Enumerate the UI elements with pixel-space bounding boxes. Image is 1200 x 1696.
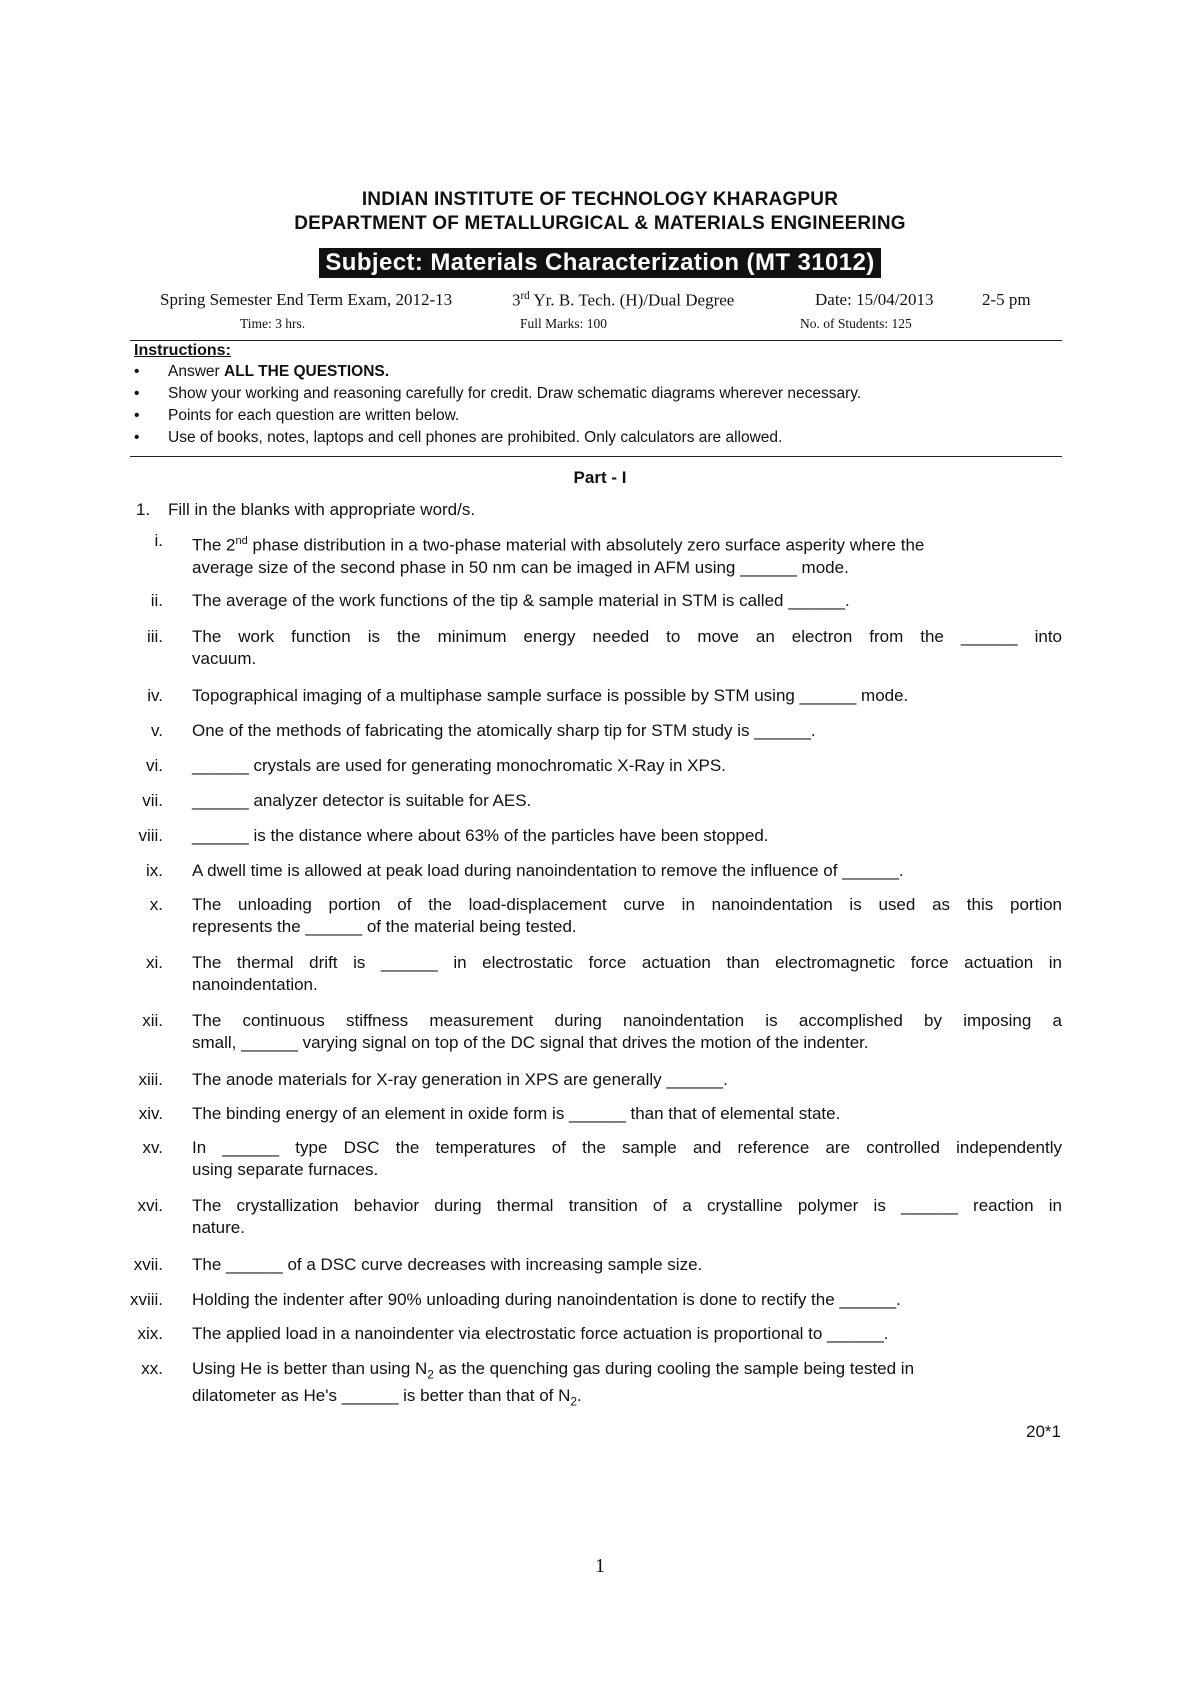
item-numeral: iv. [147, 686, 163, 705]
page-number: 1 [595, 1555, 605, 1577]
exam-time-slot: 2-5 pm [982, 290, 1031, 309]
item-numeral: xx. [141, 1359, 163, 1378]
exam-duration: Time: 3 hrs. [240, 316, 306, 331]
item-line: The applied load in a nanoindenter via electrostatic force actuation is proportional to ______. [192, 1324, 889, 1343]
item-line: The anode materials for X-ray generation in XPS are generally ______. [192, 1070, 728, 1089]
year-suffix: rd [520, 290, 530, 302]
subscript: 2 [427, 1367, 434, 1382]
header-divider [130, 340, 1062, 341]
item-line: The work function is the minimum energy needed to move an electron from the ______ into [192, 627, 1062, 646]
item-text: phase distribution in a two-phase material with absolutely zero surface asperity where the [247, 535, 925, 555]
item-numeral: x. [149, 895, 163, 914]
instruction-text: Use of books, notes, laptops and cell phones are prohibited. Only calculators are allowed. [168, 429, 783, 446]
instruction-item [134, 407, 1054, 429]
instructions-title: Instructions: [134, 342, 231, 359]
item-line: ______ crystals are used for generating monochromatic X-Ray in XPS. [192, 756, 726, 775]
item-numeral: vi. [146, 756, 163, 775]
item-line: Topographical imaging of a multiphase sample surface is possible by STM using ______ mode. [192, 686, 909, 705]
item-numeral: xiii. [138, 1070, 163, 1089]
instruction-emphasis: ALL THE QUESTIONS. [224, 363, 390, 380]
item-numeral: v. [151, 721, 163, 740]
exam-date: Date: 15/04/2013 [815, 290, 934, 309]
subject-banner [0, 248, 1200, 278]
question-number: 1. [136, 500, 151, 519]
item-line: nature. [192, 1218, 245, 1237]
item-line: The average of the work functions of the tip & sample material in STM is called ______. [192, 591, 850, 610]
instruction-item [134, 385, 1054, 407]
part-title: Part - I [573, 468, 627, 487]
item-numeral: xv. [142, 1138, 163, 1157]
semester-info: Spring Semester End Term Exam, 2012-13 [160, 290, 453, 309]
institute-name: INDIAN INSTITUTE OF TECHNOLOGY KHARAGPUR [361, 189, 839, 210]
item-numeral: xvi. [137, 1196, 163, 1215]
item-text: dilatometer as He's ______ is better than that of N [192, 1386, 571, 1406]
degree-text: Yr. B. Tech. (H)/Dual Degree [529, 290, 735, 310]
item-numeral: ix. [146, 861, 163, 880]
item-line: nanoindentation. [192, 975, 318, 994]
bullet-icon: • [134, 429, 140, 446]
item-text: The 2 [192, 535, 236, 555]
item-numeral: vii. [142, 791, 163, 810]
instructions-list [134, 363, 1054, 451]
subject-title: Subject: Materials Characterization (MT 31012) [319, 248, 880, 278]
item-line [192, 1358, 1062, 1385]
item-text: as the quenching gas during cooling the sample being tested in [433, 1359, 915, 1378]
year-number: 3 [512, 290, 521, 310]
item-text: . [577, 1386, 582, 1406]
instruction-item [134, 363, 1054, 385]
item-line: The unloading portion of the load-displacement curve in nanoindentation is used as this portion [192, 895, 1062, 914]
bullet-icon: • [134, 385, 140, 402]
item-line: The thermal drift is ______ in electrostatic force actuation than electromagnetic force actuation in [192, 953, 1062, 972]
item-numeral: xi. [146, 953, 163, 972]
item-line: The crystallization behavior during thermal transition of a crystalline polymer is ______ reaction in [192, 1196, 1062, 1215]
bullet-icon: • [134, 407, 140, 424]
item-numeral: viii. [138, 826, 163, 845]
item-line: average size of the second phase in 50 nm can be imaged in AFM using ______ mode. [192, 557, 849, 577]
item-line: The ______ of a DSC curve decreases with increasing sample size. [192, 1255, 703, 1274]
item-line: Holding the indenter after 90% unloading during nanoindentation is done to rectify the ______. [192, 1290, 901, 1309]
item-line: ______ analyzer detector is suitable for AES. [192, 791, 532, 810]
department-name: DEPARTMENT OF METALLURGICAL & MATERIALS ENGINEERING [294, 213, 906, 234]
bullet-icon: • [134, 363, 140, 380]
item-line: ______ is the distance where about 63% of the particles have been stopped. [192, 826, 769, 845]
question-text: Fill in the blanks with appropriate word/s. [168, 500, 476, 519]
item-line: A dwell time is allowed at peak load during nanoindentation to remove the influence of ______. [192, 861, 904, 880]
item-line: vacuum. [192, 649, 257, 668]
degree-info [512, 290, 734, 311]
subscript: 2 [570, 1394, 578, 1409]
item-numeral: ii. [150, 591, 163, 610]
ordinal-suffix: nd [235, 535, 248, 547]
item-numeral: iii. [146, 627, 163, 646]
item-line [192, 1385, 1062, 1412]
instruction-item [134, 429, 1054, 451]
item-numeral: xix. [137, 1324, 163, 1343]
student-count: No. of Students: 125 [800, 316, 912, 331]
instruction-text: Answer [168, 363, 224, 380]
item-line: The continuous stiffness measurement during nanoindentation is accomplished by imposing a [192, 1011, 1062, 1030]
item-line: In ______ type DSC the temperatures of the sample and reference are controlled independently [192, 1138, 1062, 1157]
item-line: small, ______ varying signal on top of the DC signal that drives the motion of the indenter. [192, 1033, 869, 1052]
instruction-text: Show your working and reasoning carefully for credit. Draw schematic diagrams wherever necessary. [168, 385, 862, 402]
item-line: represents the ______ of the material being tested. [192, 917, 577, 936]
item-numeral: i. [154, 531, 163, 550]
marks-allocation: 20*1 [1026, 1422, 1061, 1441]
instructions-divider [130, 456, 1062, 457]
item-numeral: xviii. [129, 1290, 163, 1309]
item-line: using separate furnaces. [192, 1160, 379, 1179]
item-line: The binding energy of an element in oxide form is ______ than that of elemental state. [192, 1104, 841, 1123]
instruction-text: Points for each question are written below. [168, 407, 460, 424]
item-line [192, 530, 1062, 557]
item-numeral: xiv. [138, 1104, 163, 1123]
item-text: Using He is better than using N [192, 1359, 428, 1378]
item-line: One of the methods of fabricating the atomically sharp tip for STM study is ______. [192, 721, 816, 740]
full-marks: Full Marks: 100 [520, 316, 608, 331]
item-numeral: xii. [142, 1011, 163, 1030]
item-numeral: xvii. [133, 1255, 163, 1274]
